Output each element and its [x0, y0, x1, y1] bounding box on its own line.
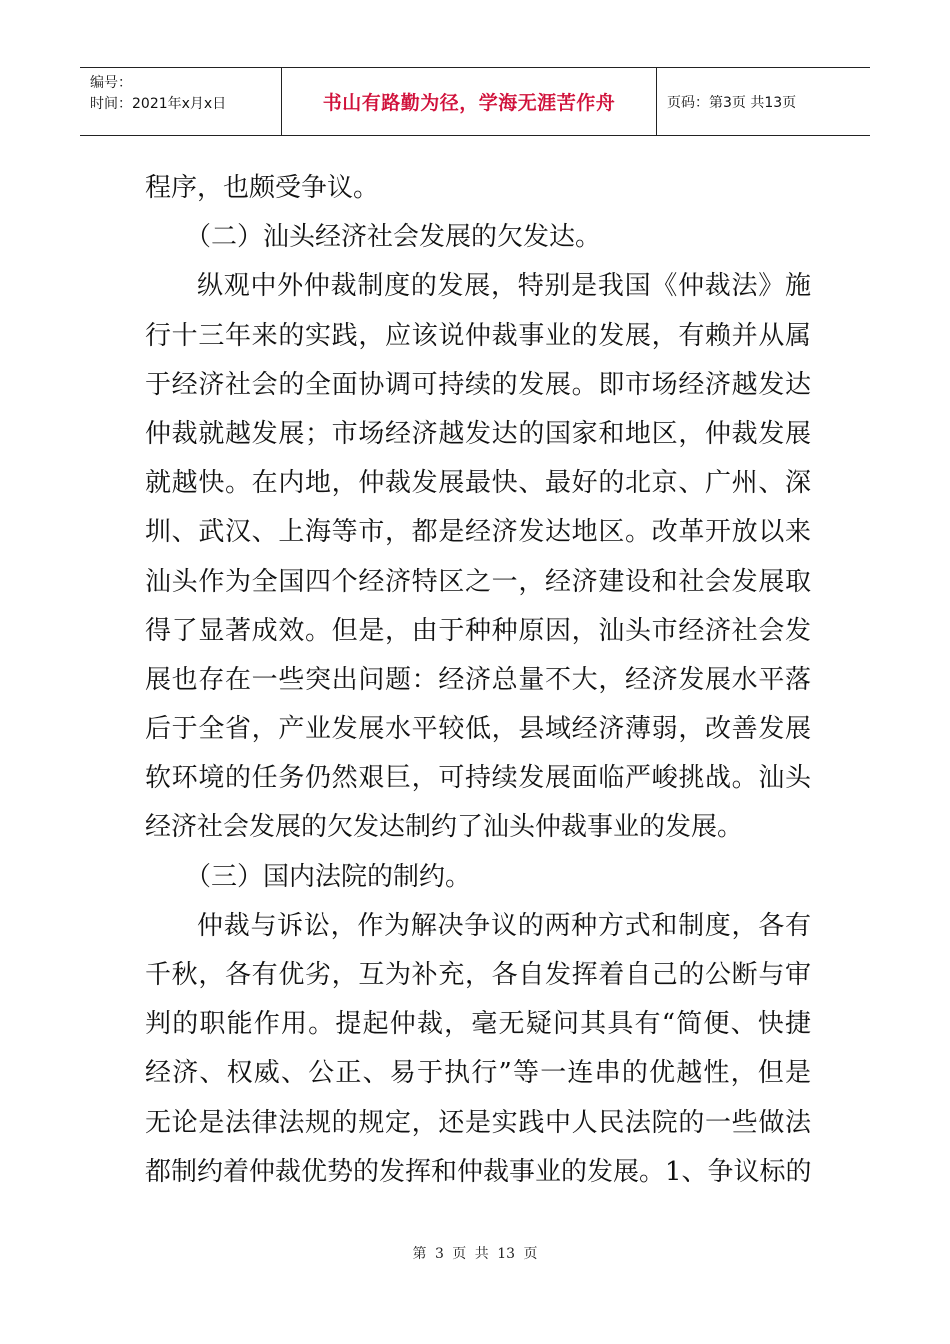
paragraph-line: 经济社会发展的欠发达制约了汕头仲裁事业的发展。	[145, 812, 744, 843]
paragraph-line: 后于全省，产业发展水平较低，县域经济薄弱，改善发展	[145, 714, 811, 745]
section-heading: （二）汕头经济社会发展的欠发达。	[185, 222, 602, 253]
document-body	[145, 164, 811, 1197]
header-page-info: 页码：第3页 共13页	[667, 94, 797, 111]
paragraph-line: 程序，也颇受争议。	[145, 173, 380, 203]
paragraph-line: 展也存在一些突出问题：经济总量不大，经济发展水平落	[145, 664, 811, 695]
paragraph-line: 经济、权威、公正、易于执行”等一连串的优越性，但是	[145, 1058, 811, 1089]
header-meta	[80, 68, 281, 135]
paragraph-line: 于经济社会的全面协调可持续的发展。即市场经济越发达	[145, 369, 811, 400]
paragraph-line: 行十三年来的实践，应该说仲裁事业的发展，有赖并从属	[145, 320, 811, 351]
page-footer: 第 3 页 共 13 页	[412, 1246, 538, 1262]
paragraph-line: 圳、武汉、上海等市，都是经济发达地区。改革开放以来	[145, 517, 811, 548]
paragraph-line: 判的职能作用。提起仲裁，毫无疑问其具有“简便、快捷	[145, 1009, 811, 1040]
paragraph-line: 软环境的任务仍然艰巨，可持续发展面临严峻挑战。汕头	[145, 763, 811, 794]
document-time-label: 时间：2021年x月x日	[90, 96, 227, 112]
paragraph-line: 都制约着仲裁优势的发挥和仲裁事业的发展。1、争议标的	[145, 1156, 812, 1187]
header-motto: 书山有路勤为径，学海无涯苦作舟	[281, 68, 657, 135]
paragraph-line: 千秋，各有优劣，互为补充，各自发挥着自己的公断与审	[145, 960, 811, 990]
paragraph-line: 得了显著成效。但是，由于种种原因，汕头市经济社会发	[145, 615, 811, 646]
section-heading: （三）国内法院的制约。	[185, 861, 472, 892]
paragraph-line: 汕头作为全国四个经济特区之一，经济建设和社会发展取	[145, 566, 811, 597]
paragraph-line: 仲裁就越发展；市场经济越发达的国家和地区，仲裁发展	[145, 418, 811, 449]
paragraph-line: 无论是法律法规的规定，还是实践中人民法院的一些做法	[145, 1107, 811, 1138]
paragraph-line: 纵观中外仲裁制度的发展，特别是我国《仲裁法》施	[197, 271, 811, 302]
paragraph-line: 仲裁与诉讼，作为解决争议的两种方式和制度，各有	[197, 910, 811, 941]
page-header	[80, 67, 870, 136]
document-number-label: 编号：	[90, 75, 132, 91]
paragraph-line: 就越快。在内地，仲裁发展最快、最好的北京、广州、深	[145, 468, 811, 499]
